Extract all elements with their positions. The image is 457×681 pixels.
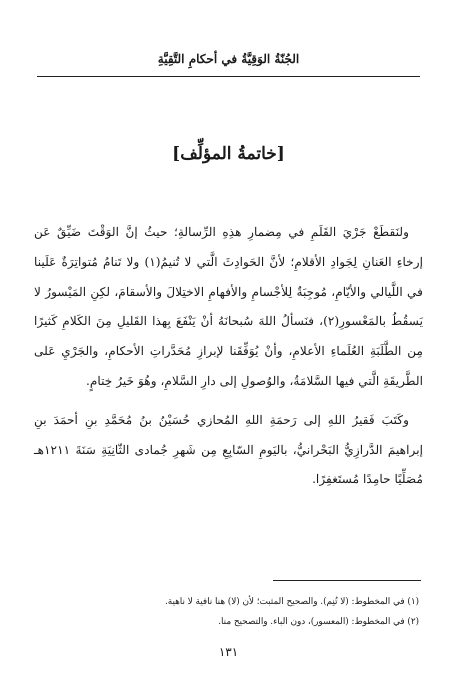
footnote-text: في المخطوط: (المعسور)، دون الباء. والتصحيح منا. xyxy=(218,617,405,627)
footnote-marker: (٢) xyxy=(407,617,419,627)
running-header: الجُنّةُ الوَقِيَّةُ في أحكامِ التَّقِيَّةِ xyxy=(157,52,300,66)
footnote-marker: (١) xyxy=(407,597,419,607)
footnote-text: في المخطوط: (لا تُنِم). والصحيح المثبت؛ لأن (لا) هنا نافية لا ناهية. xyxy=(164,597,405,607)
main-text xyxy=(34,218,423,495)
footnote-divider xyxy=(273,580,421,581)
footnote xyxy=(40,592,419,612)
paragraph: وكَتَبَ فَقيرُ اللهِ إلى رَحمَةِ اللهِ المُحازي حُسَيْنُ بنُ مُحَمَّدِ بنِ أحمَدَ بنِ إبراهيمَ الدَّرازِيُّ البَحْرانيُّ، باليَومِ السّابِعِ مِن شَهرِ جُمادى الثّانِيَةِ سَنَةَ ١٢١١هـ مُصَلِّيًا حامِدًا مُستَغفِرًا. xyxy=(34,412,423,487)
footnote xyxy=(40,612,419,632)
paragraph: ولنَقطَعْ جَرْيَ القَلَمِ في مِضمارِ هذِهِ الرِّسالةِ؛ حيثُ إنَّ الوَقْتَ ضَيِّقٌ عَن إرخاءِ العَنانِ لِجَوادِ الأقلامِ؛ لأنَّ الحَوادِثَ الَّتي لا تُنيمُ(١) ولا تَنامُ مُتواتِرَةٌ عَلَينا في اللَّيالي والأيّامِ، مُوجِبَةٌ لِلأجْسامِ والأفهامِ الاختِلالَ والأسقامَ، لكِنِ المَيْسورُ لا يَسقُطُ بالمَعْسورِ(٢)، فنَسألُ اللهَ سُبحانَهُ أنْ يَنْفَعَ بِهذا القَليلِ مِنَ الكَلامِ كَثيرًا مِن الطَّلَبَةِ العُلَماءِ الأعلامِ، وأنْ يُوَفِّقَنا لإبرازِ مُحَدَّراتِ الأحكامِ، والجَرْيِ عَلى الطَّريقَةِ الَّتي فيها السَّلامَةُ، والوُصولِ إلى دارِ السَّلامِ، وهُوَ خَيرُ خِتامٍ. xyxy=(34,225,423,388)
footnotes xyxy=(40,592,419,632)
chapter-title: [خاتمةُ المؤلِّف] xyxy=(172,144,285,164)
page-number: ١٣١ xyxy=(218,645,239,659)
header-divider xyxy=(37,76,420,77)
